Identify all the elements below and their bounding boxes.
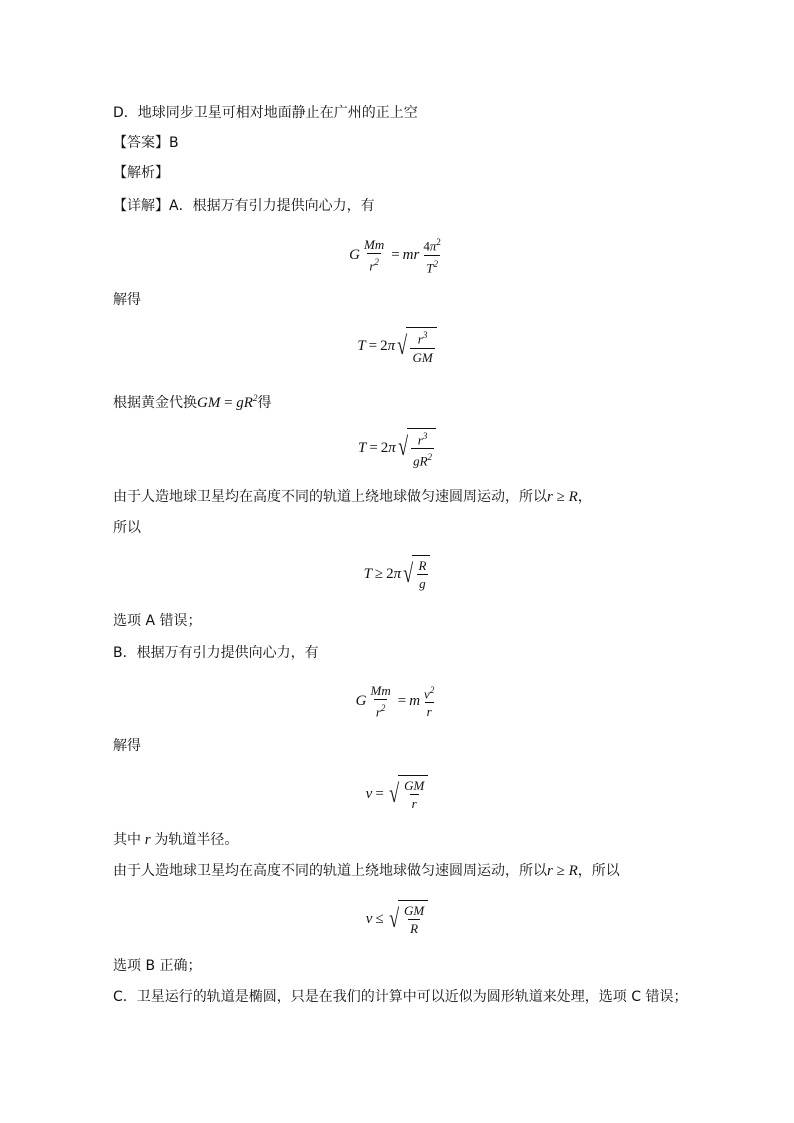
orbit-line-2 xyxy=(113,861,620,881)
equation-4: T ≥ 2 π √ $\frac{R}{g}$ xyxy=(0,550,794,598)
option-c-text: C．卫星运行的轨道是椭圆，只是在我们的计算中可以近似为圆形轨道来处理，选项 C 错误； xyxy=(113,989,688,1005)
option-d-text: D．地球同步卫星可相对地面静止在广州的正上空 xyxy=(113,105,418,121)
orbit-text-2: 由于人造地球卫星均在高度不同的轨道上绕地球做匀速圆周运动，所以 xyxy=(113,863,547,879)
golden-prefix: 根据黄金代换 xyxy=(113,395,197,411)
orbit-inequality-1: r ≥ R xyxy=(547,489,578,505)
equation-5: G $\frac{Mm}{r^2}$ = m $\frac{v^2}{r}$ xyxy=(355,682,435,720)
detail-text: A．根据万有引力提供向心力，有 xyxy=(169,198,375,214)
golden-formula: GM = $gR^2$ xyxy=(197,393,258,411)
where-prefix: 其中 xyxy=(113,832,141,848)
orbit-text-1: 由于人造地球卫星均在高度不同的轨道上绕地球做匀速圆周运动，所以 xyxy=(113,489,547,505)
where-line xyxy=(113,830,238,850)
equation-6: v = √ $\frac{GM}{r}$ xyxy=(0,770,794,818)
where-suffix: 为轨道半径。 xyxy=(154,832,239,848)
option-a-result: 选项 A 错误； xyxy=(113,613,202,629)
equation-3: T = 2 π √ $\frac{r^3}{gR^2}$ xyxy=(0,424,794,472)
equation-7: v ≤ √ $\frac{GM}{R}$ xyxy=(0,895,794,943)
answer-tag: 【答案】 xyxy=(113,135,169,151)
golden-suffix: 得 xyxy=(257,395,272,411)
solve-text-2: 解得 xyxy=(113,738,141,754)
analysis-tag: 【解析】 xyxy=(113,165,169,181)
orbit-end-1: ， xyxy=(577,489,592,505)
orbit-end-2: ，所以 xyxy=(577,863,620,879)
equation-1: G $\frac{Mm}{r^2}$ = mr $\frac{4\pi^2}{T^2}$ xyxy=(349,236,441,275)
detail-tag: 【详解】 xyxy=(113,198,169,214)
golden-line xyxy=(113,388,271,413)
solve-text-1: 解得 xyxy=(113,292,141,308)
answer-line xyxy=(113,133,179,153)
detail-line xyxy=(113,196,375,216)
so-text: 所以 xyxy=(113,520,141,536)
option-b-text: B．根据万有引力提供向心力，有 xyxy=(113,645,319,661)
orbit-line-1 xyxy=(113,487,592,507)
orbit-inequality-2: r ≥ R xyxy=(547,863,578,879)
answer-value: B xyxy=(169,135,179,151)
option-b-result: 选项 B 正确； xyxy=(113,958,202,974)
equation-2: T = 2 π √ $\frac{r^3}{GM}$ xyxy=(0,322,794,370)
where-variable: r xyxy=(141,832,155,848)
